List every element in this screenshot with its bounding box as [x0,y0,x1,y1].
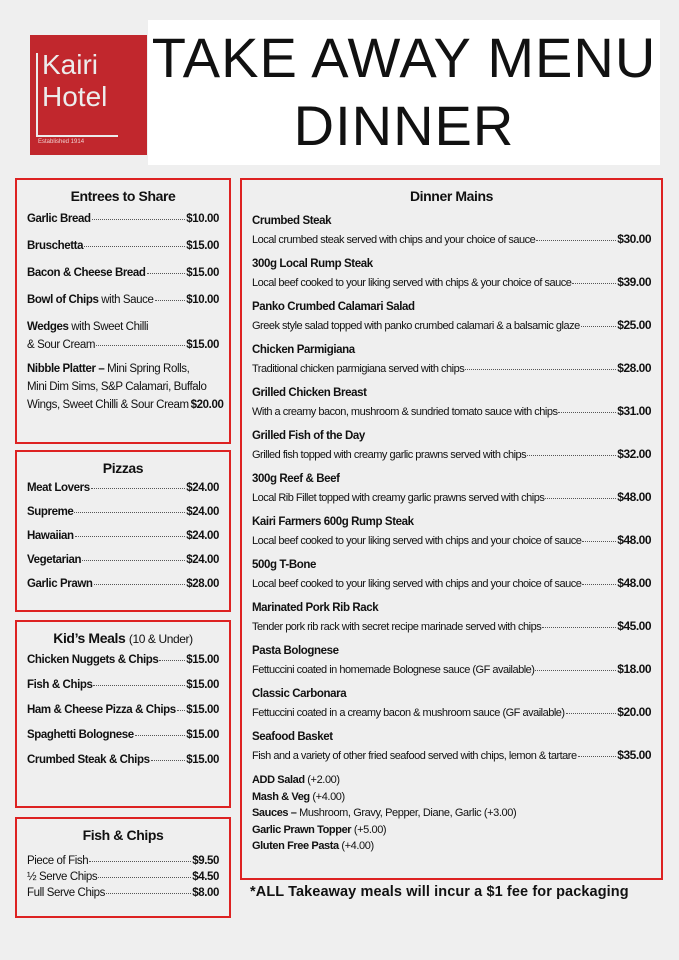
item-name: Spaghetti Bolognese [27,729,134,741]
fish-heading: Fish & Chips [82,827,164,843]
dish-description-row [252,748,651,762]
dish-price: $39.00 [617,275,651,289]
dish-description: Traditional chicken parmigiana served with chips [252,363,465,375]
dish-description-row [252,576,651,590]
item-price: $10.00 [186,294,219,306]
pizzas-section [15,450,231,612]
dish-description: Grilled fish topped with creamy garlic prawns served with chips [252,449,527,461]
item-name: Garlic Prawn [27,578,93,590]
dish-description: Tender pork rib rack with secret recipe marinade served with chips [252,621,542,633]
dish-description-row [252,232,651,246]
menu-item [27,240,219,252]
menu-item [27,213,219,225]
dish-name: Pasta Bolognese [252,645,339,657]
dot-leader [542,627,616,628]
main-dish [252,301,651,332]
entrees-heading: Entrees to Share [70,188,176,204]
dish-description-row [252,619,651,633]
item-price: $24.00 [186,506,219,518]
dish-description-row [252,533,651,547]
item-price: $28.00 [186,578,219,590]
item-name: Supreme [27,506,74,518]
extra-option: Gluten Free Pasta (+4.00) [252,840,374,852]
main-dish [252,602,651,633]
menu-item [27,654,219,666]
dish-description-row [252,404,651,418]
dot-leader [155,300,186,301]
dish-description-row [252,318,651,332]
dish-name: Grilled Chicken Breast [252,387,367,399]
item-price: $15.00 [186,754,219,766]
menu-item [27,267,219,279]
dish-description: Local beef cooked to your liking served with chips and your choice of sauce [252,578,582,590]
main-dish [252,215,651,246]
main-dish [252,387,651,418]
main-dish [252,430,651,461]
dot-leader [98,877,191,878]
logo-text: Kairi Hotel [42,49,108,112]
item-name: Piece of Fish [27,855,89,867]
dish-description: Local beef cooked to your liking served with chips and your choice of sauce [252,535,582,547]
kids-section [15,620,231,808]
hotel-logo [30,35,147,155]
dot-leader [135,735,185,736]
menu-item [27,704,219,716]
item-name: Bacon & Cheese Bread [27,267,146,279]
main-dish [252,344,651,375]
item-price: $15.00 [186,267,219,279]
item-price: $24.00 [186,530,219,542]
dot-leader [566,713,617,714]
item-price: $4.50 [192,871,219,883]
dish-name: Panko Crumbed Calamari Salad [252,301,415,313]
menu-item [27,887,219,899]
dish-name: 500g T-Bone [252,559,316,571]
dot-leader [91,488,186,489]
item-extra: with Sauce [98,294,154,306]
dot-leader [572,283,616,284]
menu-item [27,679,219,691]
title-line-1: TAKE AWAY MENU [151,26,657,89]
dish-name: Marinated Pork Rib Rack [252,602,379,614]
dish-price: $45.00 [617,619,651,633]
menu-item [27,871,219,883]
dish-price: $25.00 [617,318,651,332]
dot-leader [159,660,185,661]
item-price: $10.00 [186,213,219,225]
dot-leader [92,219,186,220]
item-price: $24.00 [186,482,219,494]
dish-description-row [252,705,651,719]
dot-leader [177,710,185,711]
dish-name: Grilled Fish of the Day [252,430,365,442]
dot-leader [94,584,186,585]
nibble-platter-item: Nibble Platter – Mini Spring Rolls, Mini Dim Sims, S&P Calamari, Buffalo Wings, Sweet Chilli & Sour Cream $20.00 [27,363,224,411]
menu-item [27,578,219,590]
item-name: Full Serve Chips [27,887,105,899]
extra-option: Garlic Prawn Topper (+5.00) [252,823,387,836]
main-dish [252,516,651,547]
item-name: Ham & Cheese Pizza & Chips [27,704,176,716]
item-name: Vegetarian [27,554,82,566]
main-dish [252,258,651,289]
extra-option: Mash & Veg (+4.00) [252,790,345,803]
dot-leader [582,541,616,542]
item-price: $8.00 [192,887,219,899]
dot-leader [74,512,185,513]
dish-name: 300g Local Rump Steak [252,258,373,270]
menu-item [27,729,219,741]
wedges-item: Wedges with Sweet Chilli & Sour Cream $15.00 [27,321,219,351]
dot-leader [89,861,191,862]
extra-option: ADD Salad (+2.00) [252,774,340,786]
dot-leader [545,498,616,499]
fish-section [15,817,231,918]
item-name: Bowl of Chips [27,294,99,306]
menu-item [27,294,219,306]
dish-name: Kairi Farmers 600g Rump Steak [252,516,414,528]
logo-line-horizontal [36,135,118,137]
main-dish [252,731,651,762]
dish-price: $48.00 [617,576,651,590]
item-price: $24.00 [186,554,219,566]
dot-leader [582,584,616,585]
dot-leader [93,685,185,686]
pizzas-heading: Pizzas [102,460,144,476]
dish-name: Crumbed Steak [252,215,332,227]
dish-description: Fish and a variety of other fried seafood served with chips, lemon & tartare [252,750,577,762]
item-name: Chicken Nuggets & Chips [27,654,159,666]
item-price: $15.00 [186,240,219,252]
dot-leader [465,369,616,370]
item-name: Bruschetta [27,240,84,252]
dish-description-row [252,447,651,461]
main-dish [252,473,651,504]
dot-leader [106,893,191,894]
extra-option: Sauces – Mushroom, Gravy, Pepper, Diane, Garlic (+3.00) [252,807,517,819]
dot-leader [581,326,617,327]
dot-leader [151,760,186,761]
menu-item [27,855,219,867]
mains-section [240,178,663,880]
item-price: $9.50 [192,855,219,867]
dish-name: Chicken Parmigiana [252,344,355,356]
item-price: $15.00 [186,654,219,666]
menu-item [27,506,219,518]
dish-price: $32.00 [617,447,651,461]
dish-description-row [252,361,651,375]
menu-item [27,554,219,566]
dish-description-row [252,490,651,504]
dish-price: $18.00 [617,662,651,676]
dish-price: $30.00 [617,232,651,246]
menu-title [148,20,660,165]
item-name: ½ Serve Chips [27,871,98,883]
dish-name: 300g Reef & Beef [252,473,340,485]
item-name: Crumbed Steak & Chips [27,754,150,766]
dot-leader [84,246,185,247]
item-name: Hawaiian [27,530,74,542]
dish-price: $31.00 [617,404,651,418]
dish-description-row [252,662,651,676]
dish-description: Greek style salad topped with panko crumbed calamari & a balsamic glaze [252,320,580,332]
item-price: $15.00 [186,729,219,741]
dish-name: Classic Carbonara [252,688,347,700]
dish-description-row [252,275,651,289]
dish-description: Local beef cooked to your liking served with chips & your choice of sauce [252,277,572,289]
item-name: Garlic Bread [27,213,91,225]
menu-item [27,754,219,766]
extras-list [252,772,651,855]
dot-leader [147,273,186,274]
dish-description: Fettuccini coated in a creamy bacon & mushroom sauce (GF available) [252,707,565,719]
dish-price: $48.00 [617,490,651,504]
menu-item [27,530,219,542]
mains-heading: Dinner Mains [409,188,494,204]
dish-description: Local crumbed steak served with chips and your choice of sauce [252,234,536,246]
dish-description: Local Rib Fillet topped with creamy garlic prawns served with chips [252,492,545,504]
dot-leader [558,412,616,413]
dish-description: Fettuccini coated in homemade Bolognese sauce (GF available) [252,664,535,676]
dot-leader [75,536,186,537]
entrees-section [15,178,231,444]
dot-leader [578,756,617,757]
dish-name: Seafood Basket [252,731,333,743]
main-dish [252,645,651,676]
item-price: $15.00 [186,704,219,716]
dish-description: With a creamy bacon, mushroom & sundried tomato sauce with chips [252,406,558,418]
menu-item [27,482,219,494]
packaging-note: *ALL Takeaway meals will incur a $1 fee for packaging [250,884,629,900]
title-line-2: DINNER [293,94,515,157]
main-dish [252,688,651,719]
dot-leader [527,455,616,456]
item-name: Fish & Chips [27,679,93,691]
main-dish [252,559,651,590]
dot-leader [535,670,616,671]
dot-leader [82,560,185,561]
item-name: Meat Lovers [27,482,90,494]
item-price: $15.00 [186,679,219,691]
kids-heading: Kid’s Meals (10 & Under) [53,630,193,646]
dot-leader [536,240,616,241]
logo-established: Established 1914 [38,139,85,145]
dish-price: $35.00 [617,748,651,762]
dish-price: $20.00 [617,705,651,719]
dish-price: $28.00 [617,361,651,375]
dish-price: $48.00 [617,533,651,547]
